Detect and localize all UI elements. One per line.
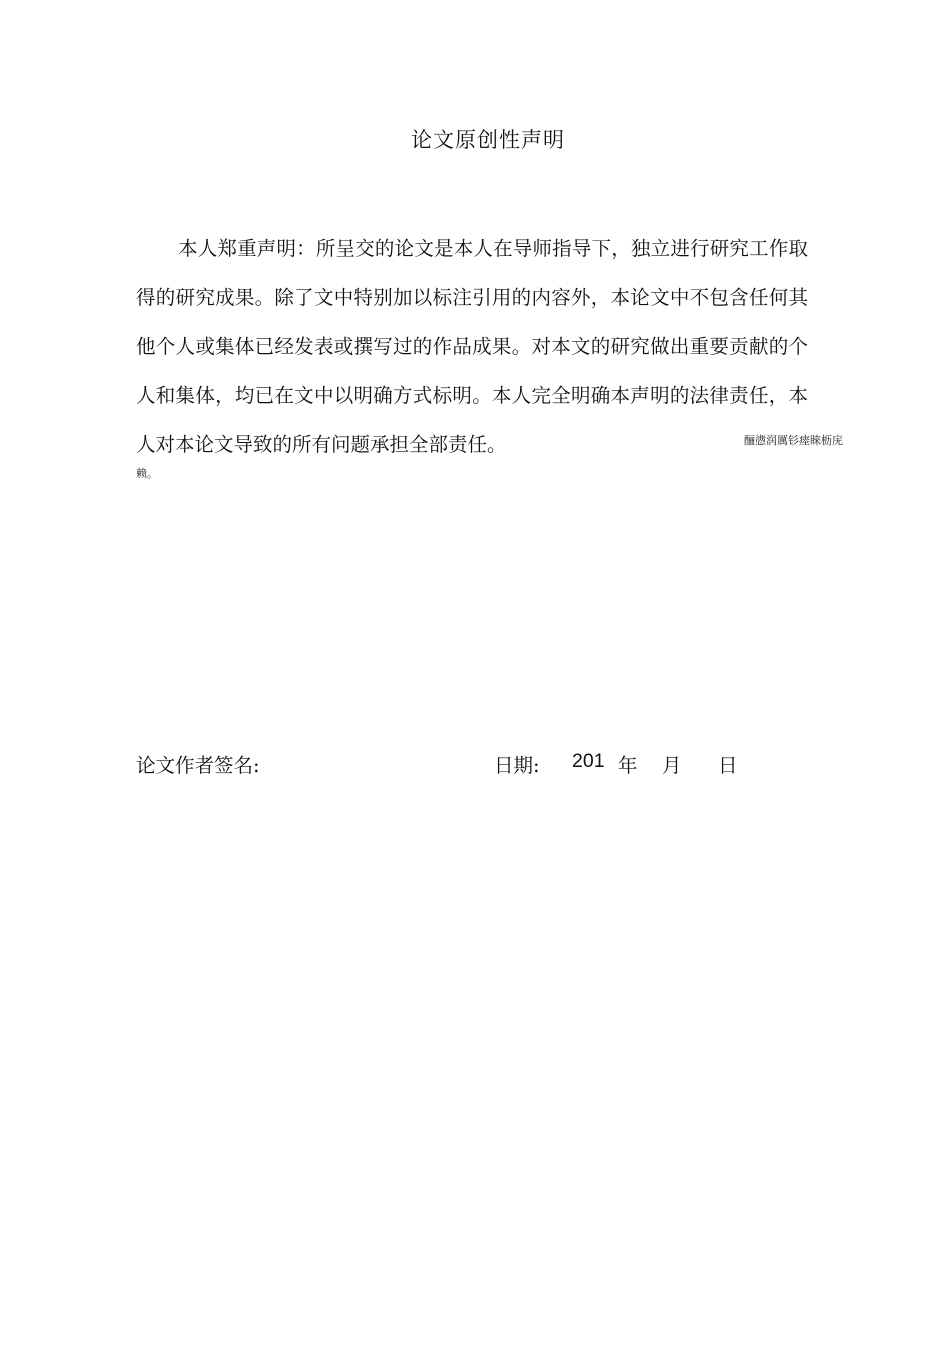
month-unit: 月 bbox=[662, 754, 682, 777]
author-signature-label: 论文作者签名: bbox=[136, 754, 260, 777]
signature-row bbox=[136, 750, 776, 780]
garbled-text-continuation: 赖。 bbox=[136, 467, 158, 480]
declaration-paragraph: 本人郑重声明：所呈交的论文是本人在导师指导下，独立进行研究工作取得的研究成果。除了文中特别加以标注引用的内容外，本论文中不包含任何其他个人或集体已经发表或撰写过的作品成果。对本文的研究做出重要贡献的个人和集体，均已在文中以明确方式标明。本人完全明确本声明的法律责任，本人对本论文导致的所有问题承担全部责任。 bbox=[136, 237, 808, 456]
garbled-text-inline: 酾懑润厲钐瘗睞枥庑 bbox=[744, 434, 843, 447]
year-unit: 年 bbox=[618, 754, 638, 777]
day-unit: 日 bbox=[718, 754, 738, 777]
year-value: 201 bbox=[572, 750, 605, 772]
date-label: 日期: bbox=[494, 754, 540, 777]
document-title: 论文原创性声明 bbox=[411, 128, 565, 152]
